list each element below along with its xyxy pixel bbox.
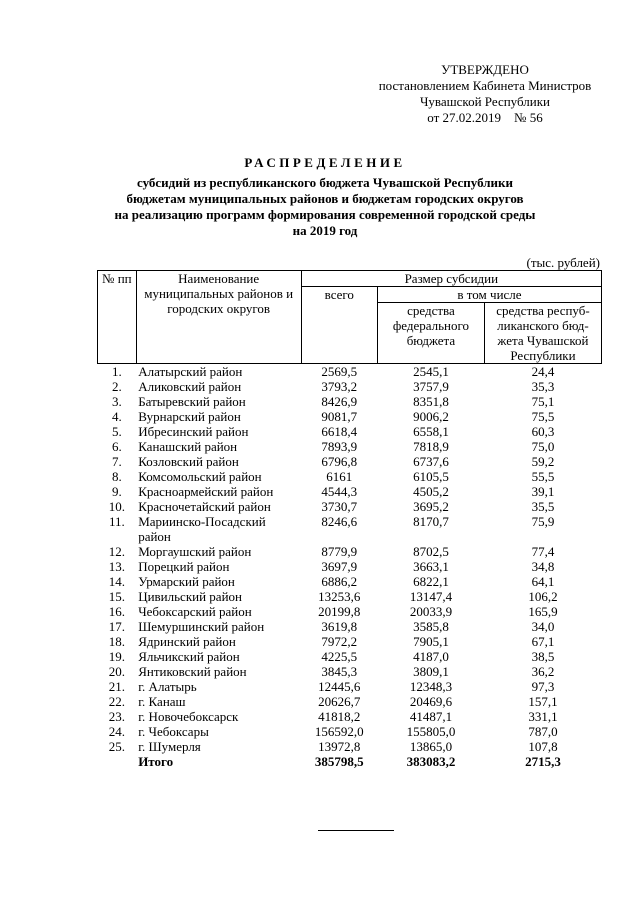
row-number: 17.: [108, 619, 125, 634]
row-number: 2.: [111, 379, 122, 394]
table-row: [98, 454, 602, 469]
row-federal: 3663,1: [413, 559, 449, 574]
row-republic: 24,4: [531, 364, 555, 379]
table-row: [98, 679, 602, 694]
row-name: г. Канаш: [138, 694, 186, 709]
row-total: 3793,2: [321, 379, 358, 394]
row-name: г. Новочебоксарск: [138, 709, 239, 724]
row-number: 9.: [111, 484, 122, 499]
row-name: Яльчикский район: [138, 649, 240, 664]
row-number: 23.: [108, 709, 125, 724]
table-row: [98, 514, 602, 544]
row-total: 8426,9: [321, 394, 358, 409]
row-name: Красноармейский район: [138, 484, 274, 499]
row-federal: 20033,9: [409, 604, 453, 619]
row-republic: 34,0: [531, 619, 555, 634]
row-republic: 38,5: [531, 649, 555, 664]
row-number: 12.: [108, 544, 125, 559]
row-name: Вурнарский район: [138, 409, 241, 424]
row-federal: 7905,1: [413, 634, 449, 649]
row-republic: 106,2: [528, 589, 558, 604]
row-name: Мариинско-Посадский район: [138, 514, 266, 544]
row-total: 7893,9: [321, 439, 358, 454]
row-name: Аликовский район: [138, 379, 242, 394]
row-name: Цивильский район: [138, 589, 242, 604]
total-label: Итого: [138, 754, 174, 769]
row-federal: 8170,7: [413, 514, 449, 529]
approval-date-number: от 27.02.2019 № 56: [427, 110, 543, 125]
row-total: 20199,8: [318, 604, 361, 619]
units-label: (тыс. рублей): [526, 255, 600, 270]
table-row: [98, 409, 602, 424]
title-line-1: субсидий из республиканского бюджета Чувашской Республики: [136, 175, 514, 190]
row-federal: 13865,0: [409, 739, 453, 754]
table-row: [98, 499, 602, 514]
row-number: 7.: [111, 454, 122, 469]
row-federal: 41487,1: [409, 709, 453, 724]
row-number: 6.: [111, 439, 122, 454]
row-republic: 55,5: [531, 469, 555, 484]
row-republic: 77,4: [531, 544, 555, 559]
table-row: [98, 649, 602, 664]
row-name: Ибресинский район: [138, 424, 249, 439]
row-total: 4225,5: [321, 649, 358, 664]
row-republic: 75,9: [531, 514, 555, 529]
row-republic: 67,1: [531, 634, 555, 649]
row-total: 8779,9: [321, 544, 358, 559]
approval-title: УТВЕРЖДЕНО: [441, 62, 529, 77]
table-row: [98, 604, 602, 619]
row-total: 156592,0: [314, 724, 364, 739]
table-row: [98, 439, 602, 454]
row-name: Янтиковский район: [138, 664, 247, 679]
row-republic: 35,3: [531, 379, 555, 394]
row-total: 4544,3: [321, 484, 358, 499]
table-row: [98, 574, 602, 589]
row-total: 3845,3: [321, 664, 358, 679]
row-republic: 36,2: [531, 664, 555, 679]
row-republic: 331,1: [528, 709, 558, 724]
row-federal: 8702,5: [413, 544, 449, 559]
table-row: [98, 589, 602, 604]
row-name: Красночетайский район: [138, 499, 271, 514]
row-total: 20626,7: [318, 694, 361, 709]
header-number: № пп: [98, 271, 137, 364]
row-total: 41818,2: [318, 709, 361, 724]
table-row: [98, 424, 602, 439]
row-name: Шемуршинский район: [138, 619, 265, 634]
row-number: 15.: [108, 589, 125, 604]
row-total: 7972,2: [321, 634, 358, 649]
table-row: [98, 634, 602, 649]
row-federal: 3585,8: [413, 619, 449, 634]
header-republic: средства респуб-ликанского бюд-жета Чувашской Республики: [484, 303, 601, 364]
row-number: 11.: [108, 514, 125, 529]
row-total: 12445,6: [318, 679, 361, 694]
row-name: Комсомольский район: [138, 469, 262, 484]
row-number: 25.: [108, 739, 125, 754]
row-total: 6161: [326, 469, 353, 484]
table-row: [98, 709, 602, 724]
row-federal: 9006,2: [413, 409, 449, 424]
row-republic: 39,1: [531, 484, 555, 499]
table-row: [98, 739, 602, 754]
row-federal: 2545,1: [413, 364, 449, 379]
row-number: 19.: [108, 649, 125, 664]
row-federal: 3757,9: [413, 379, 449, 394]
title-line-3: на реализацию программ формирования современной городской среды: [114, 207, 536, 222]
row-number: 3.: [111, 394, 122, 409]
row-number: 20.: [108, 664, 125, 679]
row-total: 8246,6: [321, 514, 358, 529]
table-row: [98, 619, 602, 634]
row-name: Порецкий район: [138, 559, 230, 574]
table-row: [98, 664, 602, 679]
row-total: 6796,8: [321, 454, 358, 469]
row-republic: 157,1: [528, 694, 558, 709]
total-number-cell: [98, 754, 137, 769]
row-name: г. Чебоксары: [138, 724, 209, 739]
total-row: [98, 754, 602, 769]
row-total: 13972,8: [318, 739, 361, 754]
row-number: 16.: [108, 604, 125, 619]
row-number: 5.: [111, 424, 122, 439]
row-federal: 20469,6: [409, 694, 453, 709]
subsidy-table: [97, 270, 602, 769]
document-title: [90, 155, 560, 239]
total-republic: 2715,3: [525, 754, 561, 769]
row-federal: 12348,3: [409, 679, 453, 694]
table-row: [98, 364, 602, 380]
table-row: [98, 724, 602, 739]
row-name: Канашский район: [138, 439, 238, 454]
row-number: 8.: [111, 469, 122, 484]
row-republic: 97,3: [531, 679, 555, 694]
row-number: 10.: [108, 499, 125, 514]
row-republic: 75,0: [531, 439, 555, 454]
title-line-2: бюджетам муниципальных районов и бюджетам городских округов: [126, 191, 524, 206]
header-name: Наименование муниципальных районов и городских округов: [136, 271, 301, 364]
title-line-4: на 2019 год: [292, 223, 358, 238]
header-including: в том числе: [377, 287, 601, 303]
row-republic: 35,5: [531, 499, 555, 514]
row-name: Алатырский район: [138, 364, 243, 379]
table-row: [98, 469, 602, 484]
row-republic: 60,3: [531, 424, 555, 439]
row-federal: 6822,1: [413, 574, 449, 589]
row-total: 6618,4: [321, 424, 358, 439]
table-row: [98, 559, 602, 574]
row-number: 4.: [111, 409, 122, 424]
row-total: 2569,5: [321, 364, 358, 379]
row-federal: 6105,5: [413, 469, 449, 484]
row-federal: 4187,0: [413, 649, 449, 664]
row-federal: 6737,6: [413, 454, 449, 469]
row-federal: 13147,4: [409, 589, 453, 604]
row-republic: 34,8: [531, 559, 555, 574]
row-republic: 787,0: [528, 724, 558, 739]
row-federal: 6558,1: [413, 424, 449, 439]
footer-rule: [318, 830, 394, 831]
row-number: 18.: [108, 634, 125, 649]
row-number: 22.: [108, 694, 125, 709]
row-number: 24.: [108, 724, 125, 739]
row-total: 3619,8: [321, 619, 358, 634]
row-federal: 3809,1: [413, 664, 449, 679]
row-number: 1.: [111, 364, 122, 379]
table-row: [98, 394, 602, 409]
table-row: [98, 694, 602, 709]
row-name: Козловский район: [138, 454, 239, 469]
row-republic: 59,2: [531, 454, 555, 469]
row-total: 3730,7: [321, 499, 358, 514]
row-federal: 3695,2: [413, 499, 449, 514]
row-federal: 8351,8: [413, 394, 449, 409]
approval-stamp: [365, 62, 605, 126]
header-subsidy-size: Размер субсидии: [301, 271, 601, 287]
row-number: 14.: [108, 574, 125, 589]
table-body: [98, 364, 602, 755]
row-name: Ядринский район: [138, 634, 236, 649]
total-sum: 385798,5: [314, 754, 364, 769]
row-total: 9081,7: [321, 409, 358, 424]
row-name: Моргаушский район: [138, 544, 252, 559]
row-total: 3697,9: [321, 559, 358, 574]
row-number: 13.: [108, 559, 125, 574]
table-row: [98, 484, 602, 499]
row-republic: 64,1: [531, 574, 555, 589]
row-name: Урмарский район: [138, 574, 235, 589]
row-name: Чебоксарский район: [138, 604, 252, 619]
row-total: 13253,6: [318, 589, 361, 604]
header-federal: средства федерального бюджета: [377, 303, 484, 364]
row-total: 6886,2: [321, 574, 358, 589]
row-federal: 4505,2: [413, 484, 449, 499]
row-republic: 107,8: [528, 739, 558, 754]
row-republic: 165,9: [528, 604, 558, 619]
row-name: г. Алатырь: [138, 679, 197, 694]
row-republic: 75,1: [531, 394, 555, 409]
row-name: г. Шумерля: [138, 739, 201, 754]
total-federal: 383083,2: [406, 754, 456, 769]
row-name: Батыревский район: [138, 394, 246, 409]
approval-issuer: постановлением Кабинета Министров: [378, 78, 592, 93]
row-federal: 7818,9: [413, 439, 449, 454]
table-row: [98, 379, 602, 394]
approval-republic: Чувашской Республики: [419, 94, 551, 109]
row-number: 21.: [108, 679, 125, 694]
title-heading: РАСПРЕДЕЛЕНИЕ: [244, 155, 406, 170]
table-row: [98, 544, 602, 559]
header-total: всего: [301, 287, 377, 364]
row-republic: 75,5: [531, 409, 555, 424]
row-federal: 155805,0: [406, 724, 456, 739]
